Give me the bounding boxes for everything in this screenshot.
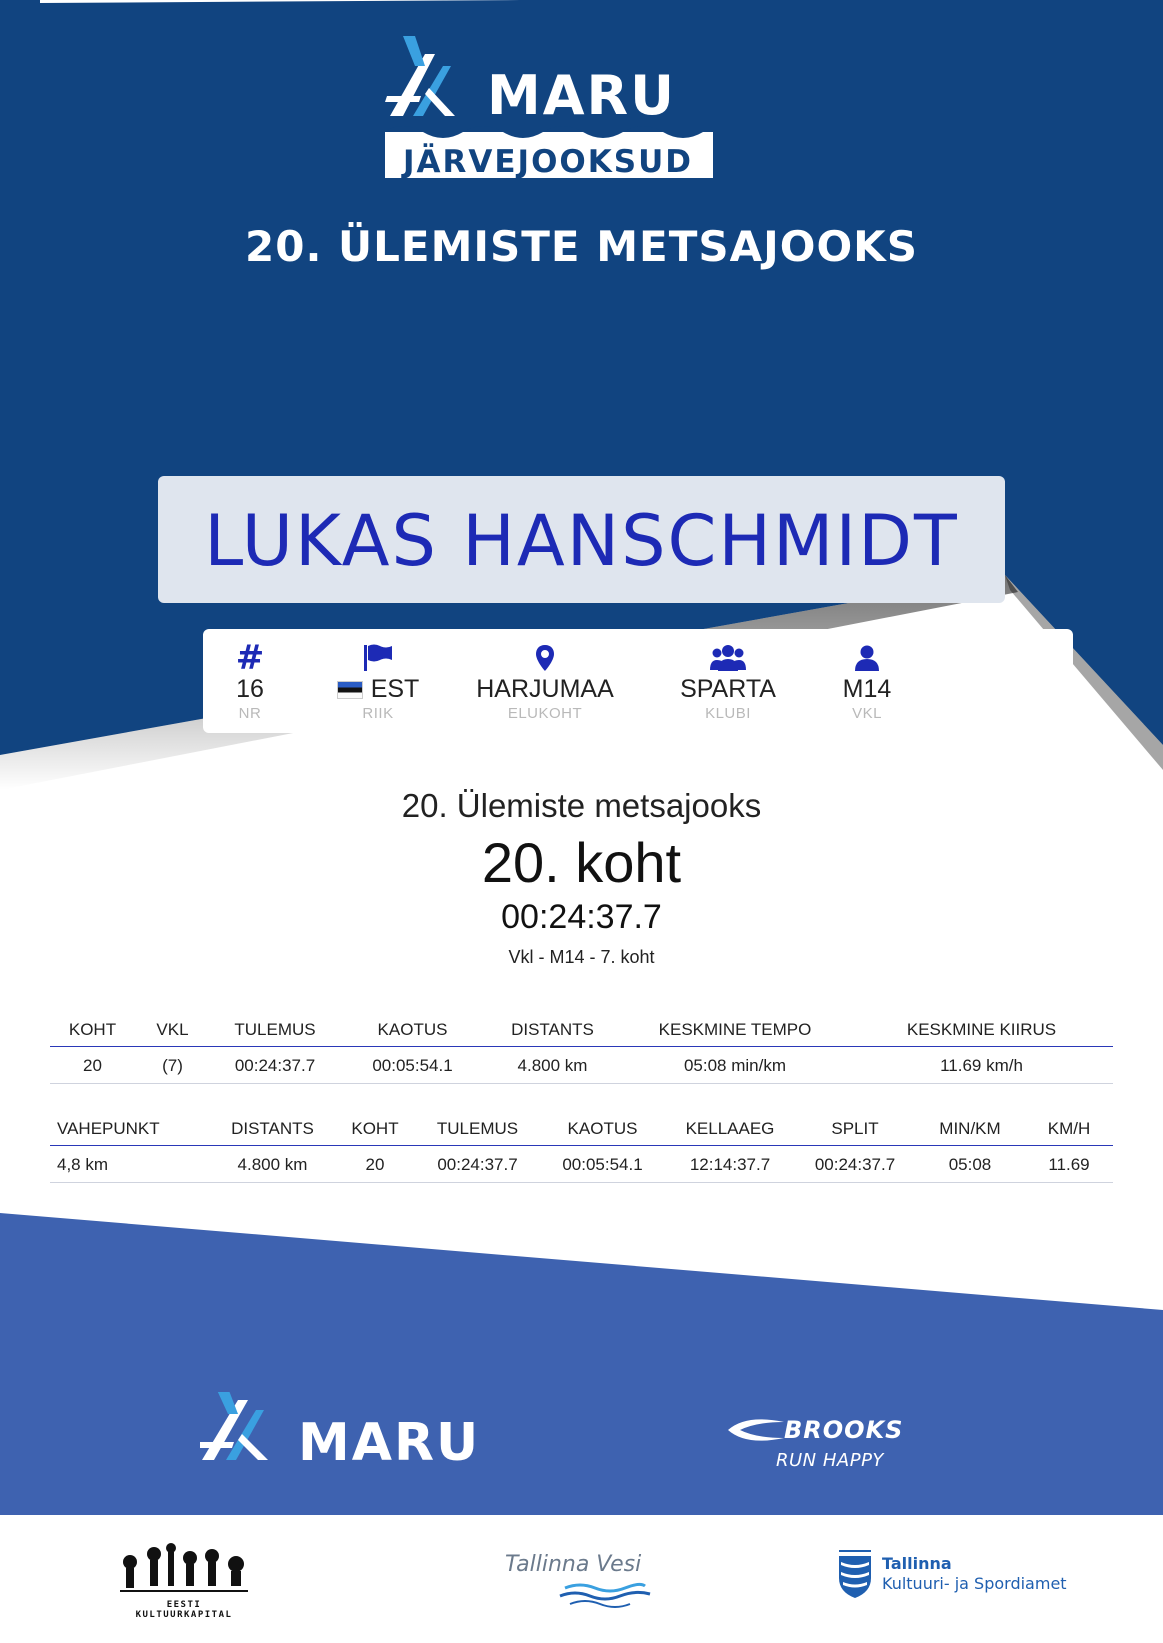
estonia-flag-icon: [337, 681, 363, 699]
tallinna-label: Tallinna: [882, 1554, 952, 1573]
brooks-chevron-icon: [726, 1412, 786, 1448]
brooks-wordmark: BROOKS: [784, 1416, 904, 1444]
waves-icon: [505, 1580, 665, 1610]
brooks-tagline: RUN HAPPY: [776, 1450, 884, 1471]
column-header: VAHEPUNKT: [50, 1119, 210, 1146]
column-header: VKL: [135, 1020, 210, 1047]
table-cell: 11.69 km/h: [850, 1047, 1113, 1084]
table-cell: 4,8 km: [50, 1146, 210, 1183]
column-header: KOHT: [50, 1020, 135, 1047]
info-label: KLUBI: [705, 705, 751, 722]
column-header: DISTANTS: [210, 1119, 335, 1146]
event-title: 20. ÜLEMISTE METSAJOOKS: [245, 222, 918, 271]
table-row: [50, 1047, 1113, 1084]
info-club: [673, 643, 783, 722]
maru-wordmark: MARU: [298, 1413, 481, 1462]
column-header: KOHT: [335, 1119, 415, 1146]
table-cell: 00:05:54.1: [340, 1047, 485, 1084]
table-cell: 00:24:37.7: [415, 1146, 540, 1183]
sponsor-kulturkapital: [118, 1538, 250, 1620]
column-header: KM/H: [1025, 1119, 1113, 1146]
info-value: 16: [236, 675, 264, 703]
info-value: HARJUMAA: [476, 675, 614, 703]
flag-icon: [362, 644, 394, 672]
info-class: [822, 643, 912, 722]
info-value: M14: [842, 675, 892, 703]
column-header: KESKMINE KIIRUS: [850, 1020, 1113, 1047]
user-icon: [854, 644, 880, 672]
info-label: VKL: [852, 705, 882, 722]
class-place: Vkl - M14 - 7. koht: [508, 947, 655, 967]
column-header: MIN/KM: [915, 1119, 1025, 1146]
sponsor-tallinna-vesi: [505, 1552, 665, 1612]
table-cell: 00:24:37.7: [210, 1047, 340, 1084]
info-value: SPARTA: [680, 675, 776, 703]
table-cell: 11.69: [1025, 1146, 1113, 1183]
table-header-row: [50, 1020, 1113, 1047]
info-label: RIIK: [362, 705, 394, 722]
maru-wordmark: MARU: [487, 64, 676, 127]
column-header: KAOTUS: [340, 1020, 485, 1047]
hash-icon: #: [235, 638, 265, 678]
info-label: ELUKOHT: [507, 705, 583, 722]
splits-table: [50, 1119, 1113, 1183]
users-icon: [709, 644, 747, 672]
table-cell: 20: [335, 1146, 415, 1183]
table-cell: 4.800 km: [485, 1047, 620, 1084]
column-header: TULEMUS: [210, 1020, 340, 1047]
tallinn-shield-icon: [835, 1548, 875, 1600]
info-value: EST: [370, 675, 420, 703]
info-residence: [465, 643, 625, 722]
column-header: KELLAAEG: [665, 1119, 795, 1146]
table-cell: 00:05:54.1: [540, 1146, 665, 1183]
kultuuriamet-label: Kultuuri- ja Spordiamet: [882, 1574, 1067, 1593]
kulturkapital-label: EESTI KULTUURKAPITAL: [135, 1600, 233, 1620]
info-country: [323, 643, 433, 722]
table-cell: 20: [50, 1047, 135, 1084]
summary-table: [50, 1020, 1113, 1084]
info-number: [220, 638, 280, 722]
athlete-name: LUKAS HANSCHMIDT: [204, 500, 959, 582]
race-name: 20. Ülemiste metsajooks: [401, 787, 762, 824]
overall-place: 20. koht: [481, 831, 682, 894]
column-header: KESKMINE TEMPO: [620, 1020, 850, 1047]
finish-time: 00:24:37.7: [501, 898, 662, 936]
sponsor-tallinna-kultuuriamet: [835, 1548, 1075, 1608]
tallinna-vesi-label: Tallinna Vesi: [505, 1552, 642, 1577]
jarvejooksud-label: JÄRVEJOOKSUD: [402, 144, 694, 180]
table-cell: 00:24:37.7: [795, 1146, 915, 1183]
table-row: [50, 1146, 1113, 1183]
map-pin-icon: [534, 644, 556, 672]
table-cell: 12:14:37.7: [665, 1146, 795, 1183]
info-label: NR: [238, 705, 262, 722]
maru-logo: [385, 36, 745, 186]
table-cell: 05:08 min/km: [620, 1047, 850, 1084]
runner-icon: [200, 1392, 268, 1460]
table-cell: (7): [135, 1047, 210, 1084]
maru-logo-footer: [200, 1392, 530, 1462]
table-cell: 05:08: [915, 1146, 1025, 1183]
athlete-info-strip: [203, 629, 1073, 733]
column-header: SPLIT: [795, 1119, 915, 1146]
column-header: DISTANTS: [485, 1020, 620, 1047]
column-header: TULEMUS: [415, 1119, 540, 1146]
column-header: KAOTUS: [540, 1119, 665, 1146]
table-header-row: [50, 1119, 1113, 1146]
brooks-logo: [726, 1410, 916, 1476]
runner-icon: [385, 36, 455, 116]
table-cell: 4.800 km: [210, 1146, 335, 1183]
kulturkapital-logo-icon: [118, 1538, 250, 1598]
athlete-name-plate: [158, 476, 1005, 603]
